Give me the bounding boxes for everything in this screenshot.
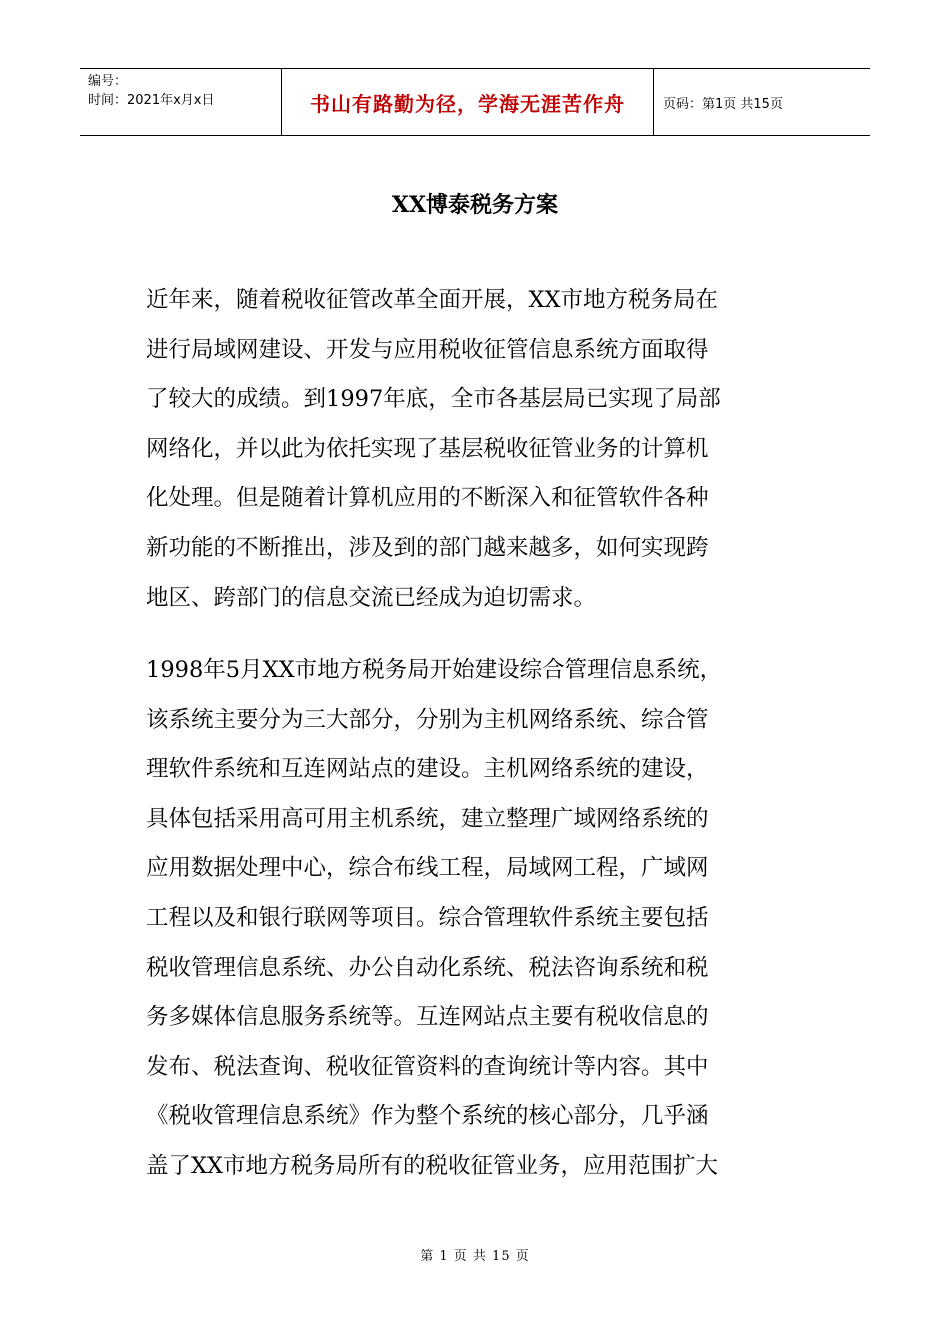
paragraph-line: 工程以及和银行联网等项目。综合管理软件系统主要包括 (146, 904, 709, 931)
header-motto: 书山有路勤为径，学海无涯苦作舟 (282, 69, 654, 135)
header-meta-cell (80, 69, 282, 135)
paragraph-line: 化处理。但是随着计算机应用的不断深入和征管软件各种 (146, 485, 709, 512)
paragraph-line: 该系统主要分为三大部分，分别为主机网络系统、综合管 (146, 706, 709, 733)
paragraph-1 (146, 276, 832, 623)
paragraph-line: 税收管理信息系统、办公自动化系统、税法咨询系统和税 (146, 954, 709, 981)
paragraph-line: 近年来，随着税收征管改革全面开展，XX市地方税务局在 (146, 287, 719, 313)
paragraph-line: 1998年5月XX市地方税务局开始建设综合管理信息系统， (146, 657, 723, 683)
document-title: XX博泰税务方案 (391, 192, 559, 218)
paragraph-line: 网络化，并以此为依托实现了基层税收征管业务的计算机 (146, 435, 709, 462)
header-page-label: 页码：第1页 共15页 (663, 96, 783, 112)
paragraph-line: 地区、跨部门的信息交流已经成为迫切需求。 (146, 584, 597, 611)
paragraph-line: 具体包括采用高可用主机系统，建立整理广域网络系统的 (146, 805, 709, 832)
paragraph-2 (146, 646, 832, 1192)
paragraph-line: 务多媒体信息服务系统等。互连网站点主要有税收信息的 (146, 1004, 709, 1031)
paragraph-line: 应用数据处理中心，综合布线工程，局域网工程，广域网 (146, 855, 709, 882)
paragraph-line: 发布、税法查询、税收征管资料的查询统计等内容。其中 (146, 1053, 709, 1080)
page-footer: 第 1 页 共 15 页 (420, 1249, 530, 1264)
header-number-label: 编号： (88, 74, 128, 89)
header-time-label: 时间：2021年x月x日 (88, 93, 215, 108)
paragraph-line: 理软件系统和互连网站点的建设。主机网络系统的建设， (146, 756, 709, 783)
paragraph-line: 《税收管理信息系统》作为整个系统的核心部分，几乎涵 (146, 1103, 709, 1130)
paragraph-line: 了较大的成绩。到1997年底，全市各基层局已实现了局部 (146, 386, 721, 413)
paragraph-line: 进行局域网建设、开发与应用税收征管信息系统方面取得 (146, 336, 709, 363)
page-header (80, 68, 870, 136)
paragraph-line: 新功能的不断推出，涉及到的部门越来越多，如何实现跨 (146, 534, 709, 561)
paragraph-line: 盖了XX市地方税务局所有的税收征管业务，应用范围扩大 (146, 1152, 719, 1179)
